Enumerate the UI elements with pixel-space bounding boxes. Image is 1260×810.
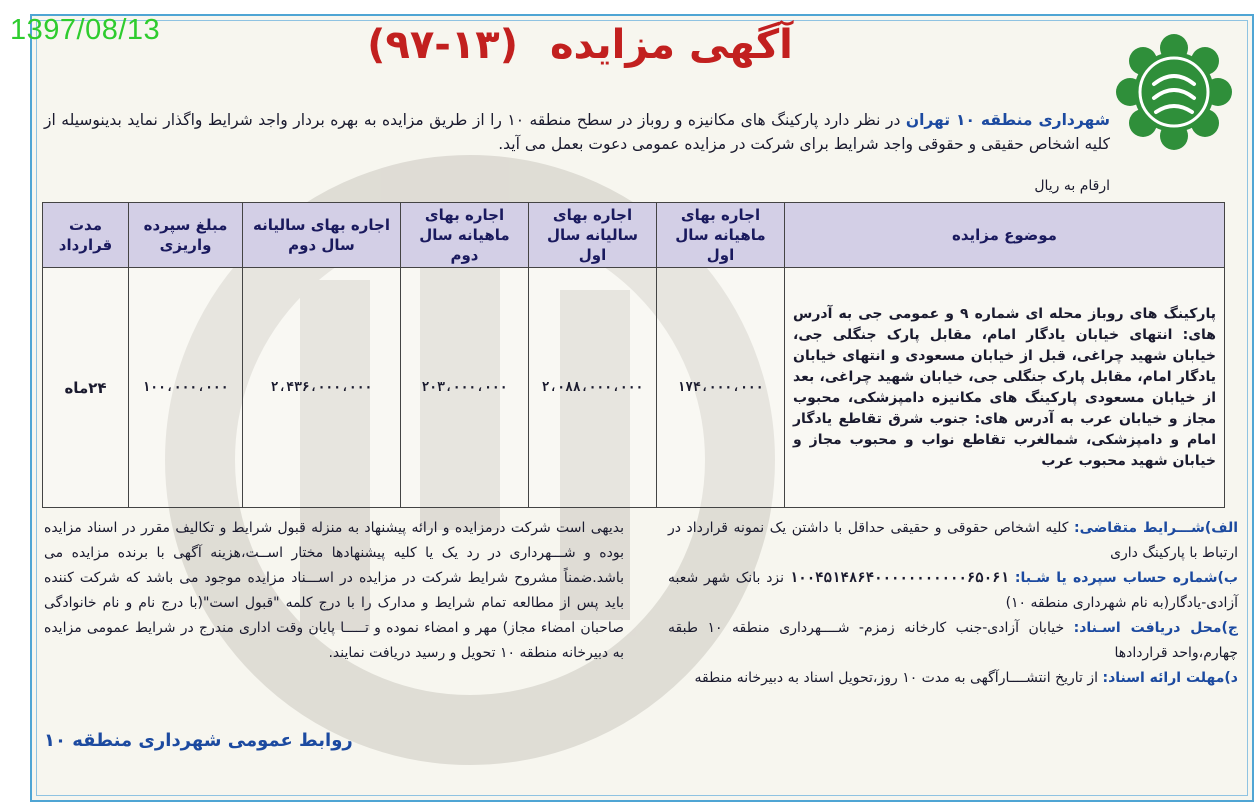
header-yearly-y1: اجاره بهای سالیانه سال اول (529, 203, 657, 268)
ad-title-text: آگهی مزایده (549, 22, 793, 68)
condition-d (668, 666, 1238, 691)
cell-subject: پارکینگ های روباز محله ای شماره ۹ و عمومی جی به آدرس های: انتهای خیابان یادگار امام، مقابل پارک جنگلی جی، خیابان شهید چراغی، قبل از خیابان مسعودی و انتهای خیابان یادگار امام، مقابل پارک جنگلی جی، خیابان شهید چراغی، بعد از خیابان مسعودی پارکینگ های مکانیزه دامپزشکی، محبوب مجاز و خیابان عرب به آدرس های: جنوب شرق تقاطع یادگار امام و دامپزشکی، شمالغرب تقاطع نواب و محبوب مجاز و خیابان شهید محبوب عرب (785, 268, 1225, 508)
condition-b-text: نزد بانک شهر شعبه آزادی-یادگار(به نام شهرداری منطقه ۱۰) (668, 570, 1238, 611)
header-monthly-y1: اجاره بهای ماهیانه سال اول (657, 203, 785, 268)
condition-d-label: د)مهلت ارائه اسناد: (1102, 670, 1238, 686)
condition-a-text: کلیه اشخاص حقوقی و حقیقی حداقل با داشتن یک نمونه قرارداد در ارتباط با پارکینگ داری (668, 520, 1238, 561)
condition-b (668, 566, 1238, 616)
header-monthly-y2: اجاره بهای ماهیانه سال دوم (401, 203, 529, 268)
header-yearly-y2: اجاره بهای سالیانه سال دوم (243, 203, 401, 268)
ad-number: (۱۳-۹۷) (367, 22, 518, 68)
cell-yearly-y1: ۲،۰۸۸،۰۰۰،۰۰۰ (529, 268, 657, 508)
condition-c (668, 616, 1238, 666)
condition-c-text: خیابان آزادی-جنب کارخانه زمزم- شــــهرداری منطقه ۱۰ طبقه چهارم،واحد قراردادها (668, 620, 1238, 661)
condition-a (668, 516, 1238, 566)
units-note: ارقام به ریال (1034, 178, 1110, 194)
cell-yearly-y2: ۲،۴۳۶،۰۰۰،۰۰۰ (243, 268, 401, 508)
cell-deposit: ۱۰۰،۰۰۰،۰۰۰ (129, 268, 243, 508)
cell-monthly-y2: ۲۰۳،۰۰۰،۰۰۰ (401, 268, 529, 508)
header-duration: مدت قرارداد (43, 203, 129, 268)
condition-c-label: ج)محل دریافت اسـناد: (1073, 620, 1239, 636)
ad-title (300, 22, 860, 68)
cell-monthly-y1: ۱۷۴،۰۰۰،۰۰۰ (657, 268, 785, 508)
auction-table (42, 202, 1225, 508)
intro-paragraph (44, 108, 1110, 156)
footer-signature: روابط عمومی شهرداری منطقه ۱۰ (44, 730, 353, 751)
condition-d-text: از تاریخ انتشــــارآگهی به مدت ۱۰ روز،تحویل اسناد به دبیرخانه منطقه (694, 670, 1099, 686)
table-header-row (43, 203, 1225, 268)
condition-a-label: الف)شـــرایط متقاضی: (1074, 520, 1238, 536)
notes-paragraph: بدیهی است شرکت درمزایده و ارائه پیشنهاد به منزله قبول شرایط و تکالیف مقرر در اسناد مزایده بوده و شـــهرداری در رد یک یا کلیه پیشنهادها مختار اســت،هزینه آگهی با برنده مزایده می باشد.ضمناً مشروح شرایط شرکت در مزایده در اســـناد مزایده موجود می باشد که شرکت کننده باید پس از مطالعه تمام شرایط و مدارک را با درج کلمه "قبول است"(با درج نام و نام خانوادگی صاحبان امضاء مجاز) مهر و امضاء نموده و تـــــا پایان وقت اداری مندرج در شرایط عمومی مزایده به دبیرخانه منطقه ۱۰ تحویل و رسید دریافت نمایند. (44, 520, 624, 661)
header-deposit: مبلغ سپرده واریزی (129, 203, 243, 268)
intro-text: در نظر دارد پارکینگ های مکانیزه و روباز در سطح منطقه ۱۰ را از طریق مزایده به بهره بردار واجد شرایط واگذار نماید بدینوسیله از کلیه اشخاص حقیقی و حقوقی واجد شرایط برای شرکت در مزایده عمومی دعوت بعمل می آید. (44, 111, 1110, 153)
iban-number: ۱۰۰۴۵۱۴۸۶۴۰۰۰۰۰۰۰۰۰۰۰۶۵۰۶۱ (789, 570, 1010, 586)
table-row (43, 268, 1225, 508)
cell-duration: ۲۴ماه (43, 268, 129, 508)
date-stamp: 1397/08/13 (10, 14, 161, 46)
condition-b-label: ب)شماره حساب سپرده یا شـبا: (1014, 570, 1238, 586)
tehran-municipality-logo-icon (1114, 32, 1234, 152)
org-name: شهرداری منطقه ۱۰ تهران (905, 111, 1110, 129)
conditions-list (668, 516, 1238, 691)
header-subject: موضوع مزایده (785, 203, 1225, 268)
